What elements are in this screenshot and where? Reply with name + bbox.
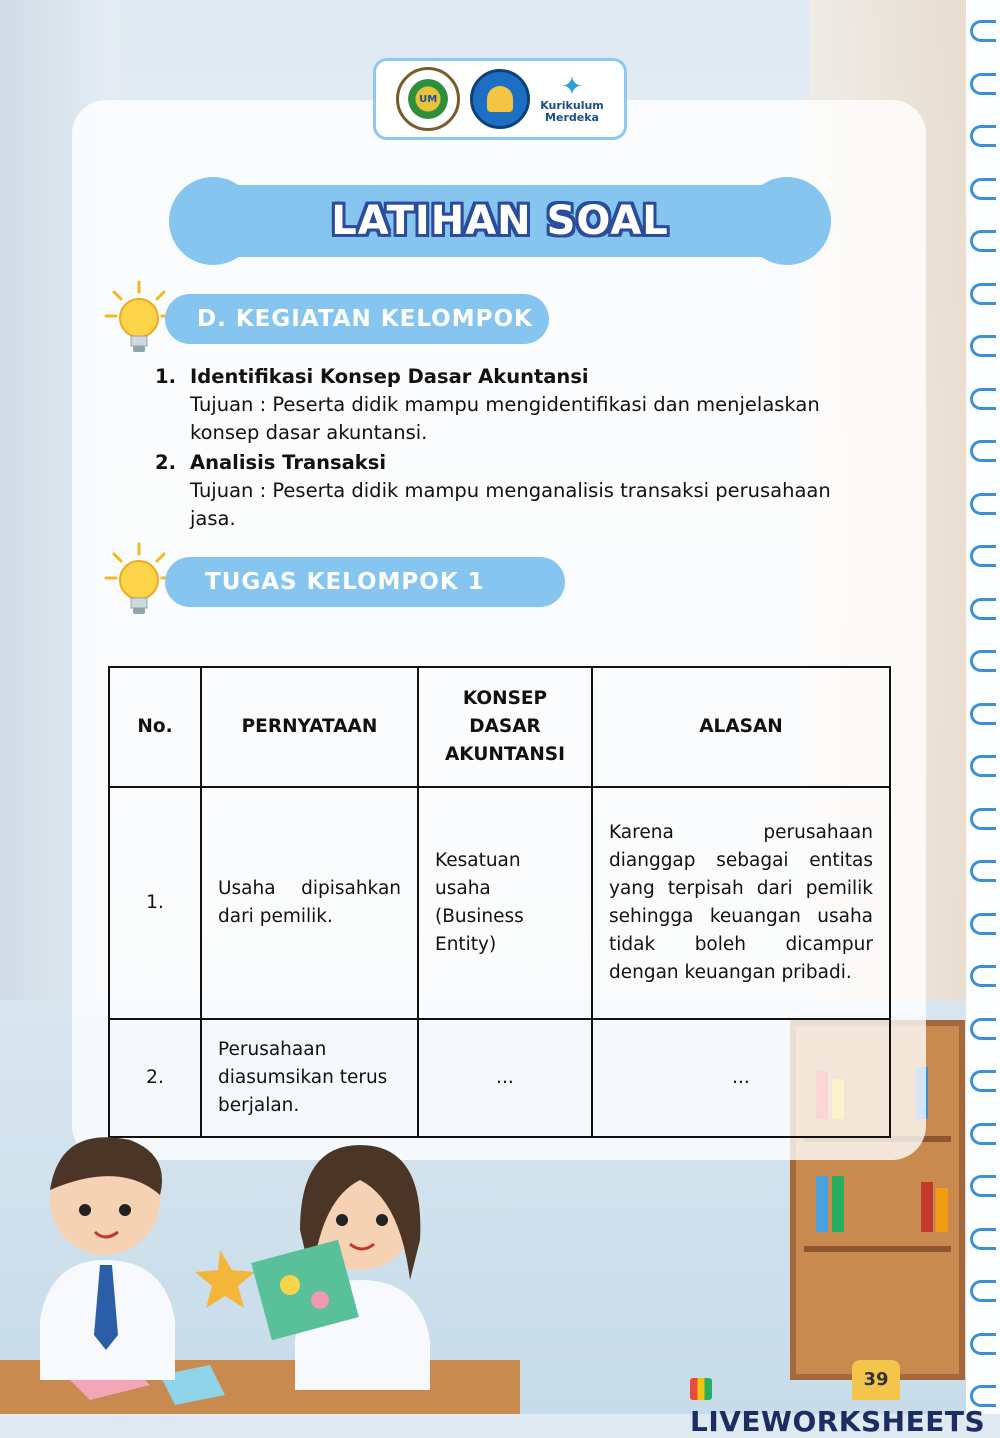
spiral-ring bbox=[970, 1070, 996, 1092]
kurikulum-merdeka-logo bbox=[540, 74, 604, 124]
spiral-ring bbox=[970, 20, 996, 42]
page-number: 39 bbox=[852, 1360, 900, 1400]
spiral-ring bbox=[970, 1333, 996, 1355]
university-logo bbox=[396, 67, 460, 131]
km-text-line2: Merdeka bbox=[545, 111, 599, 124]
spiral-ring bbox=[970, 808, 996, 830]
spiral-ring bbox=[970, 598, 996, 620]
watermark-text: LIVEWORKSHEETS bbox=[690, 1405, 986, 1438]
spiral-ring bbox=[970, 860, 996, 882]
spiral-binding bbox=[966, 0, 1000, 1414]
kurikulum-merdeka-icon: ✦ bbox=[561, 72, 583, 102]
logo-header bbox=[373, 58, 627, 140]
spiral-ring bbox=[970, 545, 996, 567]
lightbulb-icon bbox=[104, 280, 174, 360]
list-item-heading: Identifikasi Konsep Dasar Akuntansi bbox=[190, 365, 589, 388]
liveworksheets-watermark bbox=[690, 1372, 1000, 1438]
column-header-no: No. bbox=[109, 667, 201, 787]
list-item-heading: Analisis Transaksi bbox=[190, 451, 387, 474]
cell-konsep: Kesatuan usaha (Business Entity) bbox=[418, 787, 592, 1019]
title-banner bbox=[175, 185, 825, 257]
section-d-title: D. KEGIATAN KELOMPOK bbox=[197, 306, 533, 332]
spiral-ring bbox=[970, 1228, 996, 1250]
column-header-pernyataan: PERNYATAAN bbox=[201, 667, 418, 787]
list-item-description: Tujuan : Peserta didik mampu menganalisis transaksi perusahaan jasa. bbox=[190, 479, 831, 530]
cell-pernyataan: Usaha dipisahkan dari pemilik. bbox=[201, 787, 418, 1019]
spiral-ring bbox=[970, 493, 996, 515]
liveworksheets-icon bbox=[690, 1378, 712, 1400]
lightbulb-icon bbox=[104, 542, 174, 622]
spiral-ring bbox=[970, 73, 996, 95]
spiral-ring bbox=[970, 230, 996, 252]
table-row bbox=[109, 787, 890, 1019]
spiral-ring bbox=[970, 388, 996, 410]
spiral-ring bbox=[970, 1280, 996, 1302]
table-header-row bbox=[109, 667, 890, 787]
spiral-ring bbox=[970, 440, 996, 462]
cell-konsep-answer[interactable]: ... bbox=[418, 1019, 592, 1137]
page-title: LATIHAN SOAL bbox=[331, 198, 669, 244]
spiral-ring bbox=[970, 125, 996, 147]
spiral-ring bbox=[970, 1175, 996, 1197]
cell-no: 1. bbox=[109, 787, 201, 1019]
list-item bbox=[155, 363, 875, 447]
section-tugas-title: TUGAS KELOMPOK 1 bbox=[205, 569, 485, 595]
cell-alasan: Karena perusahaan dianggap sebagai entitas yang terpisah dari pemilik sehingga keuangan usaha tidak boleh dicampur dengan keuangan pribadi. bbox=[592, 787, 890, 1019]
spiral-ring bbox=[970, 755, 996, 777]
section-tugas-banner bbox=[165, 557, 565, 607]
km-text-line1: Kurikulum bbox=[540, 99, 604, 112]
spiral-ring bbox=[970, 913, 996, 935]
column-header-konsep: KONSEP DASAR AKUNTANSI bbox=[418, 667, 592, 787]
spiral-ring bbox=[970, 965, 996, 987]
list-item-number: 1. bbox=[155, 365, 176, 388]
column-header-alasan: ALASAN bbox=[592, 667, 890, 787]
cell-no: 2. bbox=[109, 1019, 201, 1137]
university-logo-mark: UM bbox=[419, 94, 438, 105]
cell-pernyataan: Perusahaan diasumsikan terus berjalan. bbox=[201, 1019, 418, 1137]
activity-list bbox=[155, 363, 875, 533]
list-item-description: Tujuan : Peserta didik mampu mengidentifikasi dan menjelaskan konsep dasar akuntansi. bbox=[190, 393, 820, 444]
spiral-ring bbox=[970, 335, 996, 357]
tut-wuri-handayani-logo bbox=[470, 69, 530, 129]
section-d-banner bbox=[165, 294, 549, 344]
task-table bbox=[108, 666, 891, 1138]
list-item bbox=[155, 449, 875, 533]
list-item-number: 2. bbox=[155, 451, 176, 474]
spiral-ring bbox=[970, 178, 996, 200]
students-illustration bbox=[0, 1120, 520, 1414]
cell-alasan-answer[interactable]: ... bbox=[592, 1019, 890, 1137]
spiral-ring bbox=[970, 1018, 996, 1040]
spiral-ring bbox=[970, 650, 996, 672]
spiral-ring bbox=[970, 1123, 996, 1145]
spiral-ring bbox=[970, 283, 996, 305]
spiral-ring bbox=[970, 703, 996, 725]
